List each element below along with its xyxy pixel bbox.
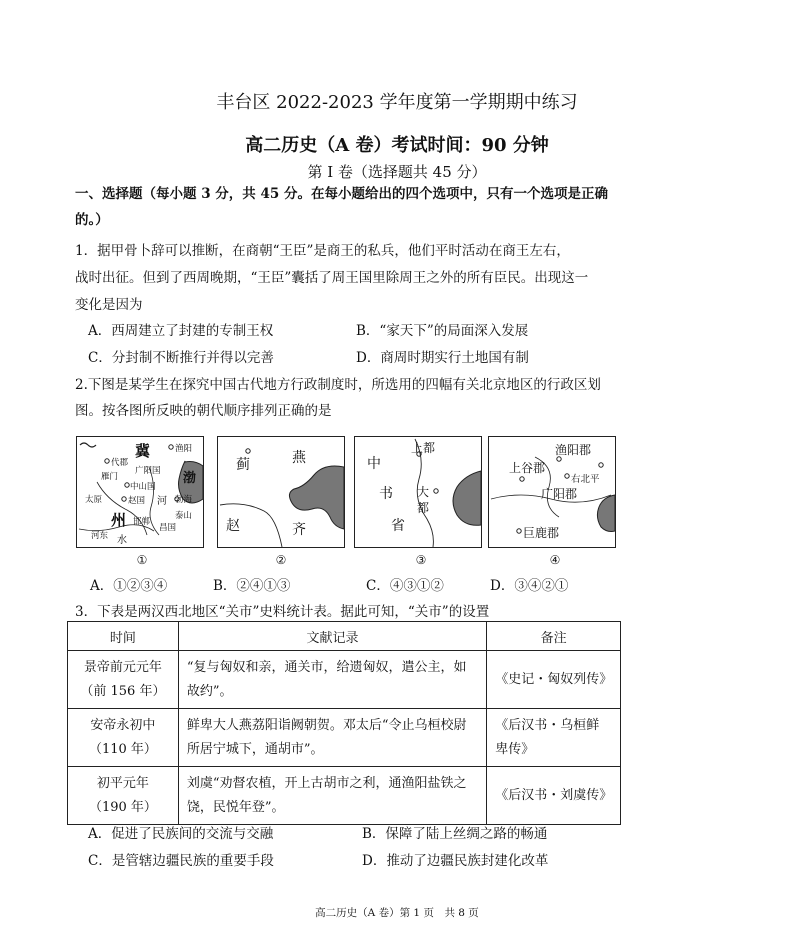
map-1-label-hedong: 河东	[91, 531, 109, 541]
map-1-label-zhou: 州	[111, 511, 127, 529]
q1-option-a: A．西周建立了封建的专制王权	[88, 323, 274, 339]
map-1-label-daijun: 代郡	[111, 458, 129, 468]
table-cell-record: 刘虞“劝督农植，开上古胡市之利，通渔阳盐铁之饶，民悦年登”。	[178, 767, 486, 825]
q2-stem-line2: 图。按各图所反映的朝代顺序排列正确的是	[75, 403, 332, 419]
exam-subtitle: 高二历史（A 卷）考试时间：90 分钟	[245, 135, 549, 156]
map-2-label-ji: 蓟	[236, 457, 250, 473]
map-1-label-zhongshan: 中山国	[130, 482, 156, 492]
map-1	[76, 436, 204, 548]
table-cell-time	[68, 709, 179, 767]
table-cell-record: “复与匈奴和亲，通关市，给遗匈奴，遣公主，如故约”。	[178, 651, 486, 709]
q3-option-a: A．促进了民族间的交流与交融	[88, 826, 274, 842]
q2-option-c: C．④③①②	[366, 578, 444, 594]
map-1-label-taiyuan: 太原	[85, 495, 103, 505]
q3-option-c: C．是管辖边疆民族的重要手段	[88, 853, 274, 869]
map-3-label-da: 大	[417, 485, 430, 499]
time-line-2: （前 156 年）	[80, 683, 166, 699]
map-3	[354, 436, 482, 548]
map-2-label-zhao: 赵	[226, 518, 240, 534]
map-1-label-bohai: 勃海	[175, 495, 193, 505]
page-footer: 高二历史（A 卷）第 1 页 共 8 页	[315, 907, 479, 919]
map-1-label-taishan: 泰山	[175, 511, 193, 521]
map-1-label-ji: 冀	[135, 442, 151, 460]
q3-table	[67, 621, 621, 825]
map-2-label-yan: 燕	[292, 450, 306, 466]
table-cell-note: 《后汉书・刘虞传》	[487, 767, 621, 825]
map-2-number: ②	[275, 553, 287, 567]
q2-option-d: D．③④②①	[490, 578, 569, 594]
time-line-1: 安帝永初中	[90, 717, 156, 733]
q1-option-c: C．分封制不断推行并得以完善	[88, 350, 274, 366]
section-instruction-line1: 一、选择题（每小题 3 分，共 45 分。在每小题给出的四个选项中，只有一个选项是正确	[75, 186, 608, 202]
map-3-label-shangdu: 上都	[411, 441, 436, 455]
table-cell-time	[68, 651, 179, 709]
q1-option-d: D．商周时期实行土地国有制	[356, 350, 529, 366]
map-1-label-shui: 水	[117, 535, 127, 546]
map-3-label-shu: 书	[379, 486, 393, 502]
time-line-2: （190 年）	[88, 799, 157, 815]
table-row	[68, 709, 621, 767]
time-line-1: 景帝前元元年	[83, 659, 162, 675]
q2-stem-line1: 2.下图是某学生在探究中国古代地方行政制度时，所选用的四幅有关北京地区的行政区划	[75, 377, 601, 393]
map-1-label-handan: 邯郸	[133, 517, 151, 527]
q3-stem: 3．下表是两汉西北地区“关市”史料统计表。据此可知，“关市”的设置	[75, 604, 490, 620]
map-4	[488, 436, 616, 548]
q2-option-b: B．②④①③	[213, 578, 291, 594]
time-line-1: 初平元年	[96, 775, 149, 791]
map-3-label-du: 都	[417, 501, 430, 515]
table-header-time: 时间	[68, 622, 179, 651]
table-cell-note: 《史记・匈奴列传》	[487, 651, 621, 709]
q3-option-b: B．保障了陆上丝绸之路的畅通	[362, 826, 548, 842]
table-header-record: 文献记录	[178, 622, 486, 651]
q1-stem-line1: 1．据甲骨卜辞可以推断，在商朝“王臣”是商王的私兵，他们平时活动在商王左右，	[75, 243, 570, 259]
time-line-2: （110 年）	[88, 741, 157, 757]
map-2-label-qi: 齐	[292, 522, 306, 538]
table-cell-time	[68, 767, 179, 825]
map-3-label-sheng: 省	[391, 518, 405, 534]
exam-title: 丰台区 2022-2023 学年度第一学期期中练习	[216, 92, 578, 113]
table-header-row	[68, 622, 621, 651]
q1-option-b: B．“家天下”的局面深入发展	[356, 323, 529, 339]
q3-option-d: D．推动了边疆民族封建化改革	[362, 853, 549, 869]
map-4-label-youbeiping: 右北平	[571, 474, 600, 485]
table-row	[68, 651, 621, 709]
map-3-label-zhong: 中	[367, 456, 381, 472]
table-cell-note: 《后汉书・乌桓鲜卑传》	[487, 709, 621, 767]
table-cell-record: 鲜卑大人燕荔阳诣阙朝贺。邓太后“令止乌桓校尉所居宁城下，通胡市”。	[178, 709, 486, 767]
q1-stem-line3: 变化是因为	[75, 297, 143, 313]
map-4-label-julujun: 巨鹿郡	[523, 526, 560, 540]
map-1-label-yanmen: 雁门	[101, 472, 119, 482]
map-4-label-guangyangjun: 广阳郡	[541, 487, 578, 501]
map-4-label-yuyangjun: 渔阳郡	[555, 443, 592, 457]
map-4-label-shanggujun: 上谷郡	[509, 461, 546, 475]
q1-stem-line2: 战时出征。但到了西周晚期，“王臣”囊括了周王国里除周王之外的所有臣民。出现这一	[75, 270, 589, 286]
map-1-number: ①	[136, 553, 148, 567]
map-4-number: ④	[549, 553, 561, 567]
map-1-label-yuyang: 渔阳	[175, 444, 193, 454]
section-instruction-line2: 的。）	[75, 212, 109, 228]
table-row	[68, 767, 621, 825]
map-1-label-he: 河	[157, 496, 167, 507]
map-2	[217, 436, 345, 548]
map-1-label-zhaoguo: 赵国	[128, 496, 146, 506]
map-1-label-guangyang: 广阳国	[135, 466, 161, 476]
map-1-label-bo: 渤	[183, 471, 197, 486]
part-title: 第 I 卷（选择题共 45 分）	[307, 163, 487, 181]
table-header-note: 备注	[487, 622, 621, 651]
q2-option-a: A．①②③④	[90, 578, 168, 594]
map-1-label-changguo: 昌国	[159, 523, 177, 533]
map-3-number: ③	[415, 553, 427, 567]
